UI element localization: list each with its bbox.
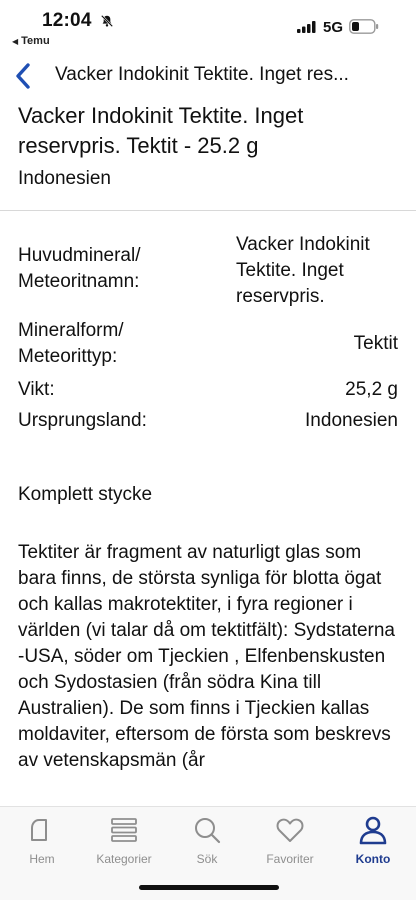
tab-label: Hem [29, 852, 55, 866]
spec-value: Vacker Indokinit Tektite. Inget reservpris. [236, 234, 370, 307]
description-heading: Komplett stycke [18, 484, 153, 505]
back-app-label: Temu [21, 35, 50, 47]
product-origin: Indonesien [18, 168, 111, 189]
categories-icon [109, 815, 139, 845]
description-body: Tektiter är fragment av naturligt glas som bara finns, de största synliga för blotta ögat och kallas makrotektiter, i fyra regioner i världen (vi talar då om tektitfält): Sydstaterna -USA, söder om Tjeckien , Elfenbenskusten och Sydostasien (från södra Kina till Australien). De som finns i Tjeckien kallas moldaviter, eftersom de första som beskrevs av vetenskapsmän (år [18, 542, 395, 771]
status-bar [0, 0, 416, 48]
cellular-signal-icon [297, 21, 316, 33]
search-icon [192, 815, 222, 845]
tab-categories[interactable] [84, 815, 164, 875]
tab-account[interactable] [333, 815, 413, 875]
spec-value: Indonesien [305, 410, 398, 431]
bell-muted-icon [100, 14, 114, 28]
nav-title: Vacker Indokinit Tektite. Inget res... [55, 64, 349, 85]
status-time: 12:04 [42, 10, 92, 31]
spec-label: Vikt: [18, 379, 55, 400]
spec-row-origin-country [18, 408, 398, 434]
battery-icon [349, 19, 379, 34]
tab-label: Konto [355, 852, 391, 866]
spec-label: Ursprungsland: [18, 410, 147, 431]
spec-value: Tektit [353, 333, 398, 354]
tab-label: Kategorier [96, 852, 152, 866]
home-indicator[interactable] [139, 885, 279, 890]
back-to-app-link[interactable] [12, 35, 50, 47]
home-icon [27, 815, 57, 845]
spec-label: Mineralform/ Meteorittyp: [18, 320, 124, 367]
tab-label: Favoriter [266, 852, 314, 866]
account-icon [358, 815, 388, 845]
back-triangle-icon: ◀ [12, 36, 19, 46]
network-type: 5G [323, 19, 344, 36]
spec-row-mineral-form [18, 318, 398, 370]
spec-value: 25,2 g [345, 379, 398, 400]
tab-label: Sök [196, 852, 218, 866]
chevron-left-icon [14, 62, 32, 90]
heart-icon [275, 815, 305, 845]
spec-row-main-mineral [18, 232, 398, 310]
spec-label: Huvudmineral/ Meteoritnamn: [18, 245, 141, 292]
product-title: Vacker Indokinit Tektite. Inget reservpris. Tektit - 25.2 g [18, 103, 304, 158]
back-button[interactable] [6, 57, 40, 95]
divider [0, 210, 416, 211]
tab-search[interactable] [167, 815, 247, 875]
tab-home[interactable] [2, 815, 82, 875]
tab-favorites[interactable] [250, 815, 330, 875]
navigation-bar [0, 57, 416, 95]
spec-row-weight [18, 377, 398, 403]
